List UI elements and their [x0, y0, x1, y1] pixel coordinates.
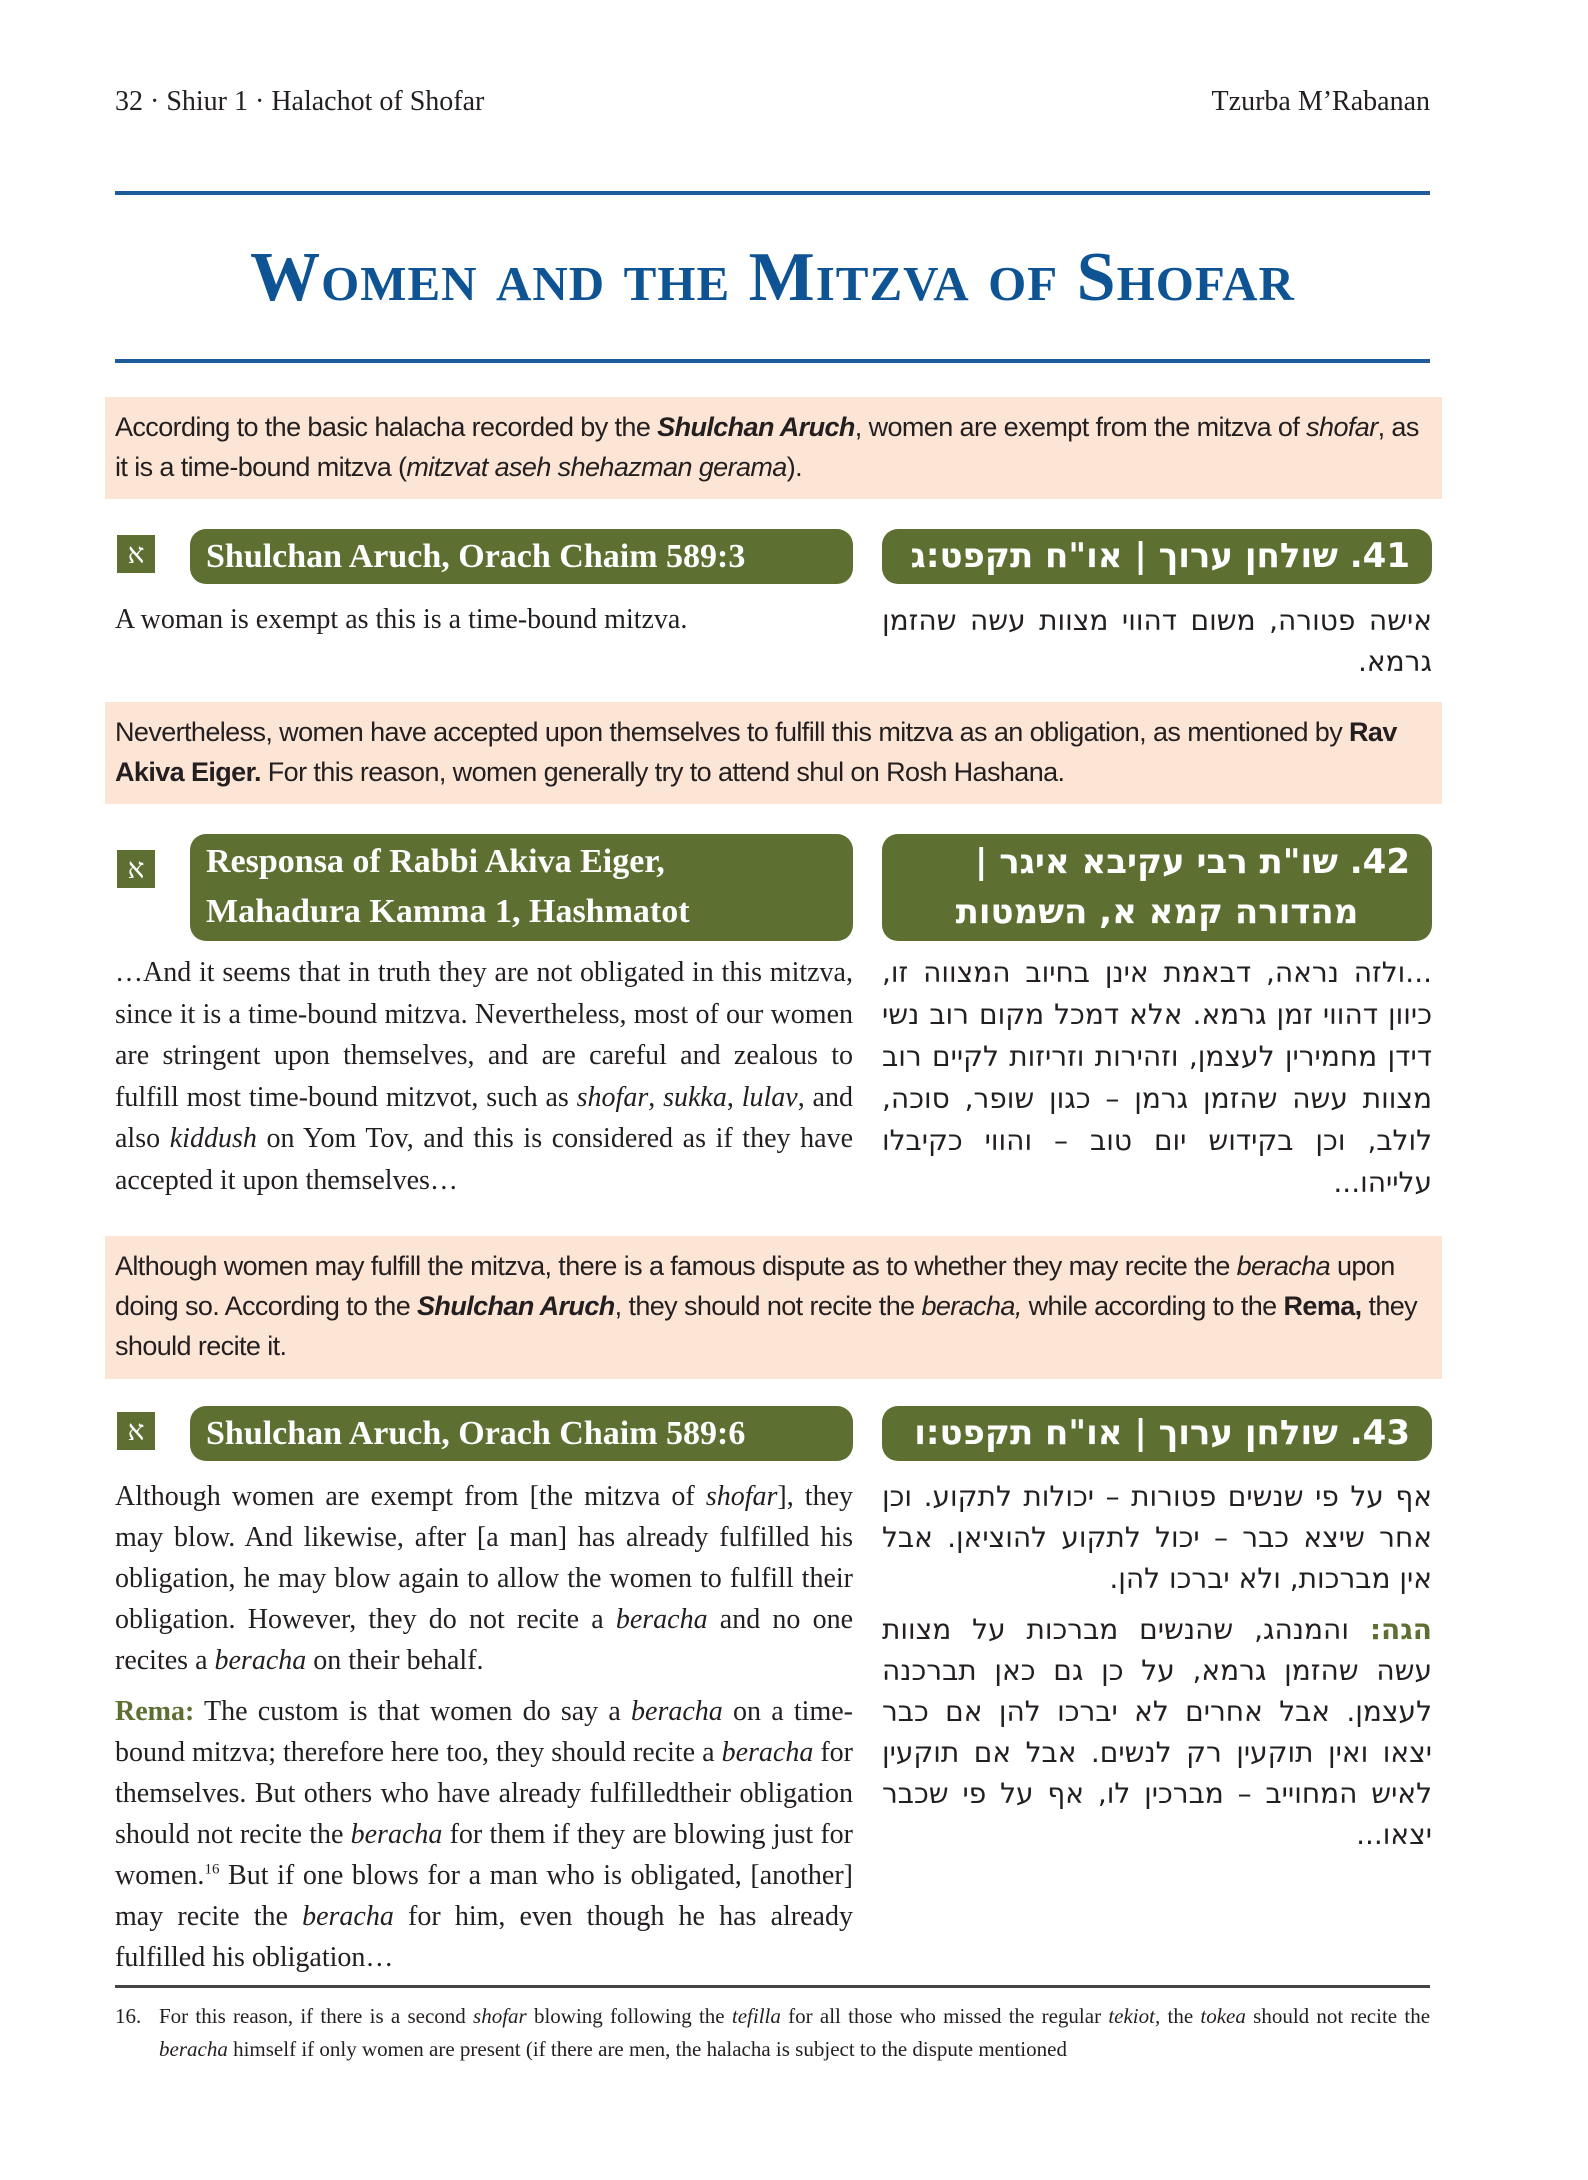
paragraph-rema: Rema: The custom is that women do say a beracha on a time-bound mitzva; therefore here too, they should recite a beracha for themselves. But others who have already fulfilledtheir obligation should not recite the beracha for them if they are blowing just for women.$^{16}$ But if one blows for a man who is obligated, [another] may recite the beracha for him, even though he has already fulfilled his obligation… — [115, 1696, 853, 1973]
source-tag-en: Responsa of Rabbi Akiva Eiger, Mahadura Kamma 1, Hashmatot — [190, 834, 853, 941]
aleph-marker-icon: א — [117, 535, 155, 573]
source-tag-he: 41. שולחן ערוך | או"ח תקפט:ג — [882, 529, 1432, 584]
summary-box-3: Although women may fulfill the mitzva, there is a famous dispute as to whether they may recite the beracha upon doing so. According to the Shulchan Aruch, they should not recite the beracha, while according to the Rema, they should recite it. — [105, 1236, 1442, 1379]
aleph-marker-icon: א — [117, 850, 155, 888]
source-text-he — [882, 1476, 1432, 1855]
source-name: Rema, — [1283, 1291, 1362, 1321]
footnote-ref-16[interactable]: 16 — [204, 1861, 220, 1878]
source-name: Shulchan Aruch — [657, 412, 855, 442]
source-text-he: אישה פטורה, משום דהווי מצוות עשה שהזמן גרמא. — [882, 604, 1432, 678]
paragraph-main: Although women are exempt from [the mitzva of shofar], they may blow. And likewise, after [a man] has already fulfilled his obligation, he may blow again to allow the women to fulfill their obligation. However, they do not recite a beracha and no one recites a beracha on their behalf. — [115, 1481, 854, 1676]
running-head-left: 32 · Shiur 1 · Halachot of Shofar — [115, 86, 485, 117]
source-tag-he: 42. שו"ת רבי עקיבא איגר | מהדורה קמא א, השמטות — [882, 834, 1432, 941]
footnote-16: 16. For this reason, if there is a second shofar blowing following the tefilla for all those who missed the regular tekiot, the tokea should not recite the beracha himself if only women are present (if there are men, the halacha is subject to the dispute mentioned — [115, 2000, 1430, 2066]
summary-box-2: Nevertheless, women have accepted upon themselves to fulfill this mitzva as an obligation, as mentioned by Rav Akiva Eiger. For this reason, women generally try to attend shul on Rosh Hashana. — [105, 702, 1442, 804]
hagah-label: הגה: — [1369, 1613, 1432, 1646]
source-tag-he: 43. שולחן ערוך | או"ח תקפט:ו — [882, 1406, 1432, 1461]
source-text-en: A woman is exempt as this is a time-bound mitzva. — [115, 604, 688, 635]
source-tag-en: Shulchan Aruch, Orach Chaim 589:3 — [190, 529, 853, 584]
source-text-he: ...ולזה נראה, דבאמת אינן בחיוב המצווה זו, כיוון דהווי זמן גרמא. אלא דמכל מקום רוב נשי דידן מחמירין לעצמן, וזהירות וזריזות לקיים רוב מצוות עשה שהזמן גרמן – כגון שופר, סוכה, לולב, וכן בקידוש יום טוב – והווי כקיבלו עלייהו... — [882, 956, 1432, 1199]
paragraph-hagah-he: הגה: והמנהג, שהנשים מברכות על מצוות עשה שהזמן גרמא, על כן גם כאן תברכנה לעצמן. אבל אחרים לא יברכו להן אם כבר יצאו ואין תוקעין רק לנשים. אבל אם תוקעין לאיש המחוייב – מברכין לו, אף על פי שכבר יצאו... — [882, 1613, 1432, 1851]
footnote-rule — [115, 1985, 1430, 1988]
running-head-right: Tzurba M’Rabanan — [1211, 86, 1430, 117]
page-title: Women and the Mitzva of Shofar — [250, 239, 1295, 316]
rema-label: Rema: — [115, 1696, 195, 1727]
summary-box-1: According to the basic halacha recorded by the Shulchan Aruch, women are exempt from the mitzva of shofar, as it is a time-bound mitzva (mitzvat aseh shehazman gerama). — [105, 397, 1442, 499]
source-name: Shulchan Aruch — [417, 1291, 615, 1321]
source-name: Rav Akiva Eiger. — [115, 717, 1397, 787]
paragraph-main-he: אף על פי שנשים פטורות – יכולות לתקוע. וכן אחר שיצא כבר – יכול לתקוע להוציאן. אבל אין מברכות, ולא יברכו להן. — [882, 1480, 1432, 1595]
source-text-en — [115, 1476, 853, 1978]
source-tag-en: Shulchan Aruch, Orach Chaim 589:6 — [190, 1406, 853, 1461]
footnote-number: 16. — [115, 2004, 142, 2028]
aleph-marker-icon: א — [117, 1412, 155, 1450]
title-rule-top — [115, 191, 1430, 195]
source-text-en: …And it seems that in truth they are not obligated in this mitzva, since it is a time-bound mitzva. Nevertheless, most of our women are stringent upon themselves, and are careful and zealous to fulfill most time-bound mitzvot, such as shofar, sukka, lulav, and also kiddush on Yom Tov, and this is considered as if they have accepted it upon themselves… — [115, 957, 853, 1196]
title-rule-bottom — [115, 359, 1430, 363]
